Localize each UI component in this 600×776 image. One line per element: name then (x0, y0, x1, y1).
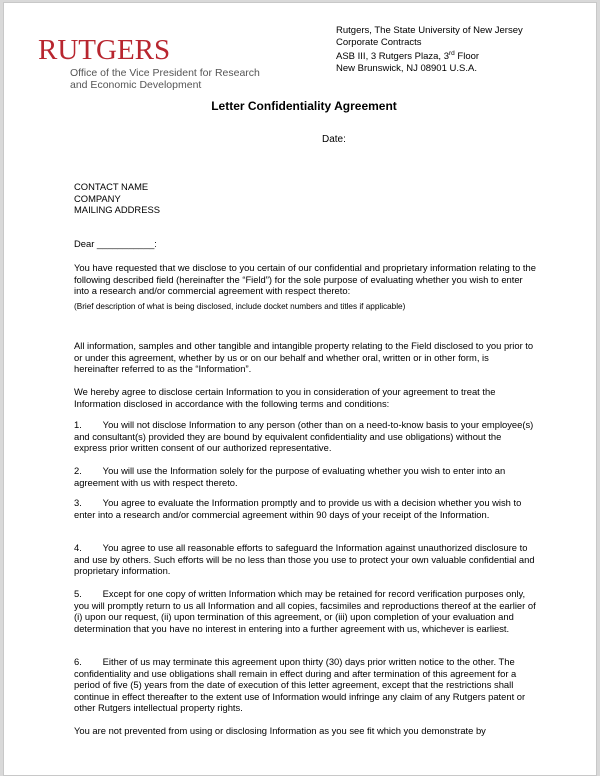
salutation: Dear ___________: (74, 238, 157, 249)
contact-block (74, 181, 536, 216)
address-line-3-sup: rd (449, 50, 455, 57)
term-number: 3. (74, 497, 82, 508)
document-page (3, 2, 597, 776)
contact-company: COMPANY (74, 192, 121, 204)
address-line-3-main: ASB III, 3 Rutgers Plaza, 3 (336, 51, 449, 63)
rutgers-logo (38, 36, 260, 91)
address-line-1: Rutgers, The State University of New Jersey (336, 25, 523, 36)
closing-paragraph: You are not prevented from using or disclosing Information as you see fit which you demonstrate by (74, 725, 486, 736)
agreement-paragraph: We hereby agree to disclose certain Information to you in consideration of your agreement to treat the Information disclosed in accordance with the following terms and conditions: (74, 386, 496, 409)
term-5 (74, 588, 536, 634)
logo-wordmark: RUTGERS (38, 34, 171, 66)
term-text: You will use the Information solely for the purpose of evaluating whether you wish to enter into an agreement with us with respect thereto. (74, 465, 506, 488)
brief-description-note: (Brief description of what is being disclosed, include docket numbers and titles if applicable) (74, 302, 406, 311)
term-4 (74, 542, 536, 577)
term-number: 6. (74, 656, 82, 667)
address-line-3-end: Floor (454, 51, 480, 63)
term-text: Either of us may terminate this agreement upon thirty (30) days prior written notice to the other. The confidentiality and use obligations shall remain in effect during and after termination of this agreement for a period of five (5) years from the date of execution of this letter agreement, except that the restrictions shall continue in effect thereafter to the extent use of Information would infringe any claim of any Rutgers patent or other Rutgers intellectual property rights. (74, 656, 526, 714)
address-line-4: New Brunswick, NJ 08901 U.S.A. (336, 62, 477, 74)
document-title: Letter Confidentiality Agreement (211, 99, 397, 113)
term-2 (74, 465, 536, 488)
term-number: 4. (74, 542, 82, 553)
address-line-3 (336, 48, 523, 63)
term-3 (74, 497, 536, 520)
term-1 (74, 419, 536, 454)
term-text: You will not disclose Information to any person (other than on a need-to-know basis to your employee(s) and consultant(s) provided they are bound by equivalent confidentiality and use obligations) without the express prior written consent of our authorized representative. (74, 419, 534, 454)
intro-paragraph: You have requested that we disclose to you certain of our confidential and proprietary information relating to the following described field (hereinafter the “Field”) for the sole purpose of evaluating whether you wish to enter into a research and/or commercial agreement with respect thereto: (74, 262, 536, 297)
logo-subtitle-2: and Economic Development (70, 79, 202, 91)
term-text: Except for one copy of written Information which may be retained for record verification purposes only, you will promptly return to us all Information and all copies, facsimiles and reproductions thereof at the earlier of (i) upon our request, (ii) upon termination of this agreement, or (iii) upon completion of your evaluation and determination that you have no interest in entering into a further agreement with us, whichever is earliest. (74, 588, 536, 634)
term-text: You agree to use all reasonable efforts to safeguard the Information against unauthorized disclosure to and use by others. Such efforts will be no less than those you use to protect your own valuable confidential and proprietary information. (74, 542, 535, 577)
term-number: 1. (74, 419, 82, 430)
term-text: You agree to evaluate the Information promptly and to provide us with a decision whether you wish to enter into a research and/or commercial agreement within 90 days of your receipt of the Information. (74, 497, 522, 520)
term-number: 2. (74, 465, 82, 476)
contact-name: CONTACT NAME (74, 181, 149, 192)
date-label: Date: (322, 134, 346, 145)
term-number: 5. (74, 588, 82, 599)
information-paragraph: All information, samples and other tangible and intangible property relating to the Field disclosed to you prior to or under this agreement, whether by us or on our behalf and whether oral, written or in other form, is hereinafter referred to as the “Information”. (74, 340, 534, 375)
address-line-2: Corporate Contracts (336, 36, 422, 48)
contact-address: MAILING ADDRESS (74, 204, 160, 216)
logo-subtitle-1: Office of the Vice President for Research (70, 67, 260, 79)
sender-address (336, 25, 523, 74)
term-6 (74, 656, 536, 714)
